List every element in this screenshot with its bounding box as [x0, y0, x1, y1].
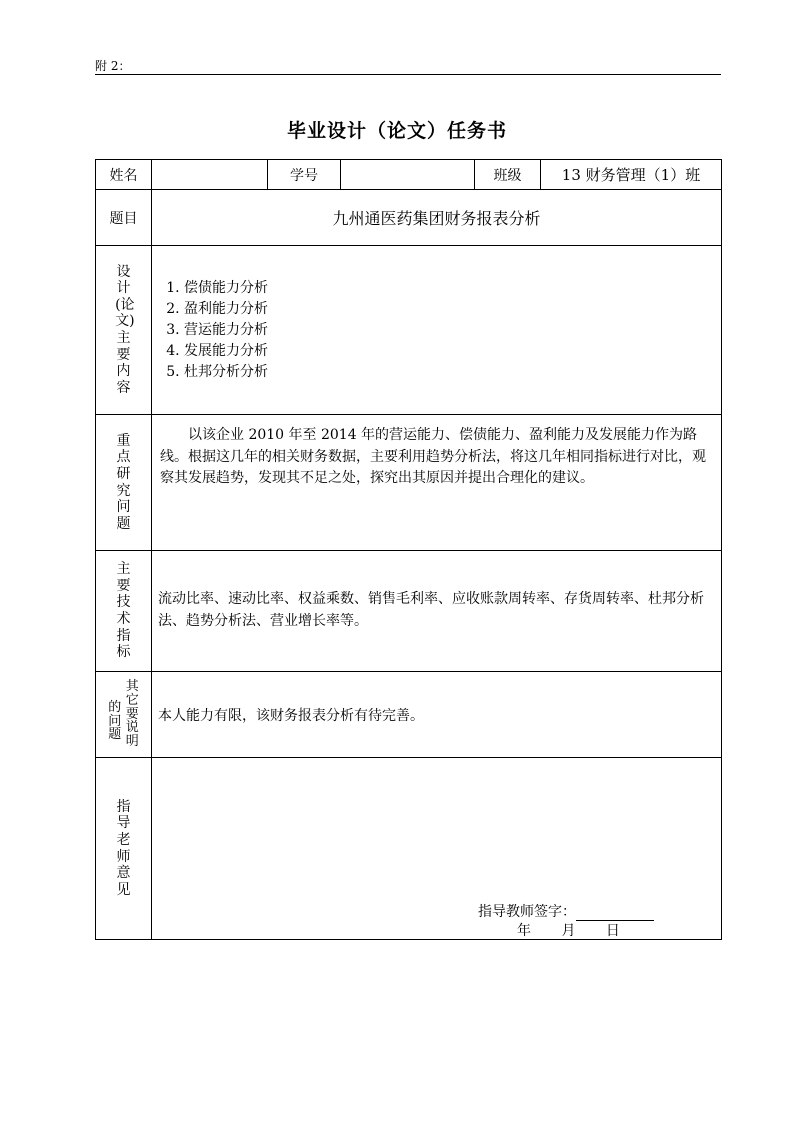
signature-label: 指导教师签字：	[478, 904, 576, 920]
list-item: 1. 偿债能力分析	[184, 278, 721, 299]
list-item: 2. 盈利能力分析	[184, 299, 721, 320]
tech-indicators-row	[96, 551, 722, 672]
date-line	[517, 920, 646, 940]
main-content-cell	[152, 246, 722, 415]
other-notes-label	[96, 680, 151, 748]
other-notes-cell	[152, 672, 722, 758]
tech-indicators-text: 流动比率、速动比率、权益乘数、销售毛利率、应收账款周转率、存货周转率、杜邦分析法、趋势分析法、营业增长率等。	[158, 591, 704, 629]
student-id-label: 学号	[268, 160, 341, 190]
list-item: 3. 营运能力分析	[184, 320, 721, 341]
class-field[interactable]: 13 财务管理（1）班	[541, 160, 722, 190]
task-form-table	[95, 159, 722, 940]
topic-row	[96, 190, 722, 246]
student-id-field[interactable]	[341, 160, 475, 190]
name-label: 姓名	[96, 160, 152, 190]
main-content-label: 设计(论文)主要内容	[115, 263, 135, 396]
key-issues-cell	[152, 415, 722, 551]
other-notes-label-cell	[96, 672, 152, 758]
tech-indicators-label-cell	[96, 551, 152, 672]
key-issues-label-cell	[96, 415, 152, 551]
key-issues-text: 以该企业 2010 年至 2014 年的营运能力、偿债能力、盈利能力及发展能力作为路线。根据这几年的相关财务数据，主要利用趋势分析法，将这几年相同指标进行对比，观察其发展趋势，发现其不足之处，探究出其原因并提出合理化的建议。	[160, 427, 706, 487]
topic-value: 九州通医药集团财务报表分析	[152, 190, 722, 246]
key-issues-row	[96, 415, 722, 551]
list-item: 5. 杜邦分析分析	[184, 362, 721, 383]
signature-blank[interactable]	[576, 904, 654, 921]
other-notes-row	[96, 672, 722, 758]
list-item: 4. 发展能力分析	[184, 341, 721, 362]
key-issues-label: 重点研究问题	[116, 432, 131, 532]
advisor-label: 指导老师意见	[116, 798, 131, 898]
info-row	[96, 160, 722, 190]
document-title: 毕业设计（论文）任务书	[286, 120, 507, 142]
tech-indicators-cell	[152, 551, 722, 672]
month-label: 月	[561, 923, 576, 939]
main-content-list	[168, 278, 721, 383]
topic-label: 题目	[96, 190, 152, 246]
other-notes-text: 本人能力有限，该财务报表分析有待完善。	[158, 707, 424, 724]
advisor-label-cell	[96, 758, 152, 940]
day-label: 日	[605, 923, 620, 939]
year-label: 年	[517, 923, 531, 939]
advisor-opinion-cell[interactable]	[152, 758, 722, 940]
name-field[interactable]	[152, 160, 268, 190]
main-content-row	[96, 246, 722, 415]
other-notes-label-b: 的问题	[108, 700, 122, 743]
class-label: 班级	[475, 160, 541, 190]
advisor-row	[96, 758, 722, 940]
attachment-label: 附 2：	[95, 59, 131, 73]
tech-indicators-label: 主要技术指标	[116, 561, 131, 661]
signature-line	[478, 901, 654, 921]
main-content-label-cell	[96, 246, 152, 415]
header-rule	[95, 74, 721, 75]
other-notes-label-a: 其它要说明	[125, 679, 139, 749]
